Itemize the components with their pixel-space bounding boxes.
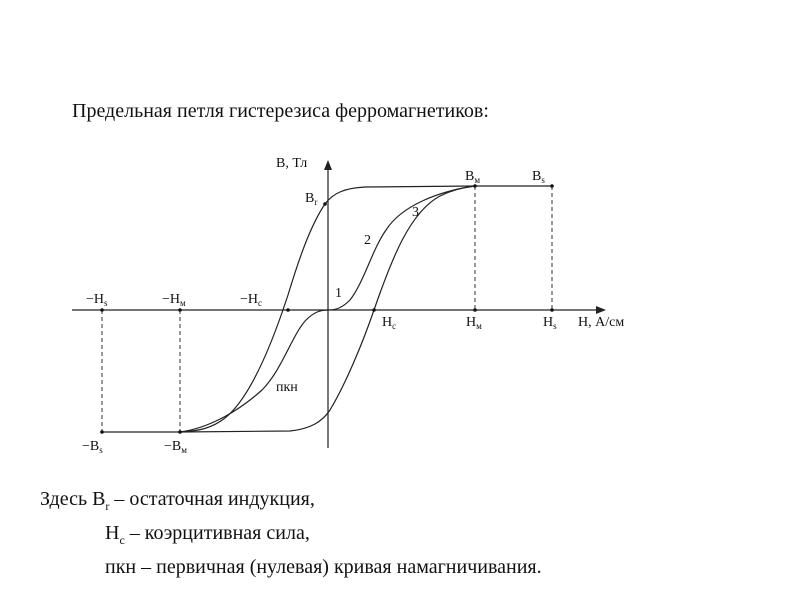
legend-row-remanence: Здесь $B_r$ – остаточная индукция,	[40, 488, 315, 513]
legend-row-pkn: пкн – первичная (нулевая) кривая намагничивания.	[105, 556, 542, 578]
y-axis-arrow	[324, 160, 332, 170]
label-neg-Bs: $-B_s$	[82, 439, 103, 455]
label-neg-Hm: $-H_м$	[162, 292, 186, 308]
y-axis-label: B, Тл	[276, 156, 308, 171]
point-neg-Hs	[100, 308, 104, 312]
point-Bs	[550, 184, 554, 188]
label-Bs: $B_s$	[532, 169, 545, 185]
x-axis-arrow	[596, 306, 606, 314]
label-neg-Bm: $-B_м$	[164, 439, 187, 455]
point-neg-Hc	[286, 308, 290, 312]
point-Hm	[473, 308, 477, 312]
point-neg-Bs	[100, 430, 104, 434]
point-neg-Hm	[178, 308, 182, 312]
label-neg-Hc: $-H_c$	[240, 292, 263, 308]
legend	[40, 486, 542, 581]
curve-label-1: 1	[335, 286, 342, 301]
point-Hs	[550, 308, 554, 312]
point-Hc	[372, 308, 376, 312]
point-Br	[323, 202, 327, 206]
curve-label-2: 2	[364, 233, 371, 248]
label-Hm: $H_м$	[466, 315, 482, 331]
legend-row-coercive: $H_c$ – коэрцитивная сила,	[105, 522, 310, 547]
label-Bm: $B_м$	[465, 169, 481, 185]
point-neg-Bm	[178, 430, 182, 434]
curve-label-3: 3	[412, 205, 419, 220]
label-Hc: $H_c$	[382, 315, 397, 331]
label-Br: $B_r$	[305, 191, 318, 207]
page-title: Предельная петля гистерезиса ферромагнетиков:	[72, 100, 489, 122]
x-axis-label: H, А/см	[578, 315, 625, 330]
label-neg-Hs: $-H_s$	[86, 292, 108, 308]
label-Hs: $H_s$	[543, 315, 557, 331]
curve-label-pkn: пкн	[276, 380, 298, 395]
